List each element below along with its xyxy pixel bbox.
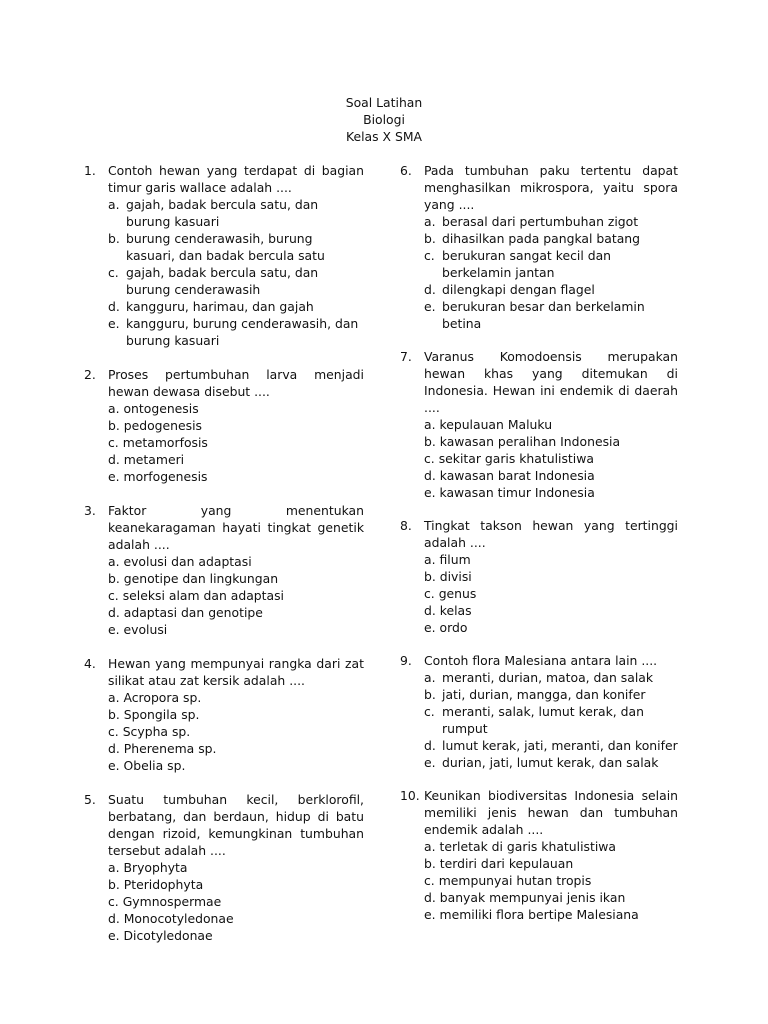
option-list (424, 669, 678, 771)
question-number: 7. (400, 349, 412, 364)
question-stem: Varanus Komodoensis merupakan hewan khas yang ditemukan di Indonesia. Hewan ini endemik di daerah .... (424, 349, 678, 415)
option-a: a. terletak di garis khatulistiwa (424, 839, 617, 854)
option-letter: b. (424, 231, 436, 246)
question-number: 6. (400, 163, 412, 178)
option-e: e. Obelia sp. (108, 758, 186, 773)
option-e: e. evolusi (108, 622, 168, 637)
question-10 (400, 787, 678, 923)
option-a: a. ontogenesis (108, 401, 199, 416)
option-text: gajah, badak bercula satu, dan burung kasuari (126, 197, 319, 229)
option-letter: e. (108, 316, 120, 331)
option-list (108, 196, 364, 349)
option-c: c. metamorfosis (108, 435, 208, 450)
option-letter: e. (424, 755, 436, 770)
option-text: berukuran besar dan berkelamin betina (442, 299, 645, 331)
option-c: c. genus (424, 586, 477, 601)
option-d (424, 737, 678, 754)
option-letter: a. (424, 214, 436, 229)
option-list (424, 838, 678, 923)
option-list (108, 553, 364, 638)
option-list (424, 551, 678, 636)
option-text: lumut kerak, jati, meranti, dan konifer (442, 738, 678, 753)
right-column (400, 162, 678, 939)
option-list (108, 400, 364, 485)
question-stem: Faktor yang menentukan keanekaragaman hayati tingkat genetik adalah .... (108, 503, 364, 552)
header-subject: Biologi (363, 112, 405, 127)
option-text: gajah, badak bercula satu, dan burung cenderawasih (126, 265, 319, 297)
option-text: durian, jati, lumut kerak, dan salak (442, 755, 659, 770)
option-e (424, 298, 678, 332)
option-d: d. adaptasi dan genotipe (108, 605, 263, 620)
question-number: 4. (84, 656, 96, 671)
option-e: e. Dicotyledonae (108, 928, 213, 943)
option-letter: c. (108, 265, 119, 280)
option-a (424, 669, 678, 686)
question-stem: Pada tumbuhan paku tertentu dapat menghasilkan mikrospora, yaitu spora yang .... (424, 163, 678, 212)
option-letter: a. (424, 670, 436, 685)
option-a: a. kepulauan Maluku (424, 417, 553, 432)
option-text: meranti, salak, lumut kerak, dan rumput (442, 704, 644, 736)
option-b (424, 230, 678, 247)
option-letter: d. (108, 299, 120, 314)
option-e: e. memiliki flora bertipe Malesiana (424, 907, 639, 922)
option-text: dilengkapi dengan flagel (442, 282, 595, 297)
option-letter: e. (424, 299, 436, 314)
option-a (424, 213, 678, 230)
option-b (424, 686, 678, 703)
option-list (108, 689, 364, 774)
question-number: 10. (400, 788, 420, 803)
option-b: b. pedogenesis (108, 418, 202, 433)
question-number: 1. (84, 163, 96, 178)
question-stem: Hewan yang mempunyai rangka dari zat silikat atau zat kersik adalah .... (108, 656, 364, 688)
question-9 (400, 652, 678, 771)
document-header (0, 94, 768, 145)
option-e: e. ordo (424, 620, 468, 635)
option-a: a. Acropora sp. (108, 690, 202, 705)
question-6 (400, 162, 678, 332)
option-text: kangguru, burung cenderawasih, dan burung kasuari (126, 316, 359, 348)
option-letter: c. (424, 704, 435, 719)
option-letter: d. (424, 282, 436, 297)
header-title: Soal Latihan (345, 95, 423, 110)
question-5 (84, 791, 364, 944)
question-1 (84, 162, 364, 349)
option-d (424, 281, 678, 298)
question-number: 2. (84, 367, 96, 382)
option-letter: b. (108, 231, 120, 246)
option-b: b. kawasan peralihan Indonesia (424, 434, 621, 449)
option-list (424, 213, 678, 332)
option-text: berasal dari pertumbuhan zigot (442, 214, 639, 229)
option-e: e. kawasan timur Indonesia (424, 485, 595, 500)
question-3 (84, 502, 364, 638)
question-number: 5. (84, 792, 96, 807)
option-text: meranti, durian, matoa, dan salak (442, 670, 654, 685)
question-4 (84, 655, 364, 774)
option-text: kangguru, harimau, dan gajah (126, 299, 314, 314)
left-column (84, 162, 364, 961)
option-b: b. Pteridophyta (108, 877, 204, 892)
option-b: b. terdiri dari kepulauan (424, 856, 574, 871)
option-text: burung cenderawasih, burung kasuari, dan badak bercula satu (126, 231, 325, 263)
question-2 (84, 366, 364, 485)
option-c (108, 264, 364, 298)
option-a: a. evolusi dan adaptasi (108, 554, 252, 569)
question-stem: Contoh hewan yang terdapat di bagian timur garis wallace adalah .... (108, 163, 364, 195)
option-text: dihasilkan pada pangkal batang (442, 231, 641, 246)
option-d: d. banyak mempunyai jenis ikan (424, 890, 626, 905)
option-c: c. seleksi alam dan adaptasi (108, 588, 284, 603)
option-c (424, 247, 678, 281)
option-d: d. Pherenema sp. (108, 741, 217, 756)
option-list (108, 859, 364, 944)
option-text: jati, durian, mangga, dan konifer (442, 687, 646, 702)
option-letter: b. (424, 687, 436, 702)
header-class: Kelas X SMA (345, 129, 423, 144)
question-7 (400, 348, 678, 501)
option-b: b. divisi (424, 569, 472, 584)
option-c: c. Gymnospermae (108, 894, 222, 909)
question-number: 3. (84, 503, 96, 518)
option-b (108, 230, 364, 264)
option-d: d. metameri (108, 452, 185, 467)
option-a: a. filum (424, 552, 471, 567)
option-d: d. kelas (424, 603, 472, 618)
option-b: b. Spongila sp. (108, 707, 200, 722)
option-a: a. Bryophyta (108, 860, 188, 875)
option-e: e. morfogenesis (108, 469, 208, 484)
option-c: c. mempunyai hutan tropis (424, 873, 592, 888)
option-e (108, 315, 364, 349)
option-a (108, 196, 364, 230)
question-stem: Suatu tumbuhan kecil, berklorofil, berbatang, dan berdaun, hidup di batu dengan rizoid, kemungkinan tumbuhan tersebut adalah .... (108, 792, 364, 858)
question-number: 9. (400, 653, 412, 668)
option-text: berukuran sangat kecil dan berkelamin jantan (442, 248, 612, 280)
option-e (424, 754, 678, 771)
option-d (108, 298, 364, 315)
question-stem: Keunikan biodiversitas Indonesia selain memiliki jenis hewan dan tumbuhan endemik adalah .... (424, 788, 678, 837)
option-d: d. kawasan barat Indonesia (424, 468, 595, 483)
option-d: d. Monocotyledonae (108, 911, 234, 926)
option-c: c. Scypha sp. (108, 724, 191, 739)
question-stem: Proses pertumbuhan larva menjadi hewan dewasa disebut .... (108, 367, 364, 399)
question-stem: Contoh flora Malesiana antara lain .... (424, 653, 658, 668)
option-letter: d. (424, 738, 436, 753)
question-8 (400, 517, 678, 636)
option-b: b. genotipe dan lingkungan (108, 571, 279, 586)
option-c (424, 703, 678, 737)
question-stem: Tingkat takson hewan yang tertinggi adalah .... (424, 518, 678, 550)
option-letter: c. (424, 248, 435, 263)
option-letter: a. (108, 197, 120, 212)
option-list (424, 416, 678, 501)
question-number: 8. (400, 518, 412, 533)
option-c: c. sekitar garis khatulistiwa (424, 451, 594, 466)
